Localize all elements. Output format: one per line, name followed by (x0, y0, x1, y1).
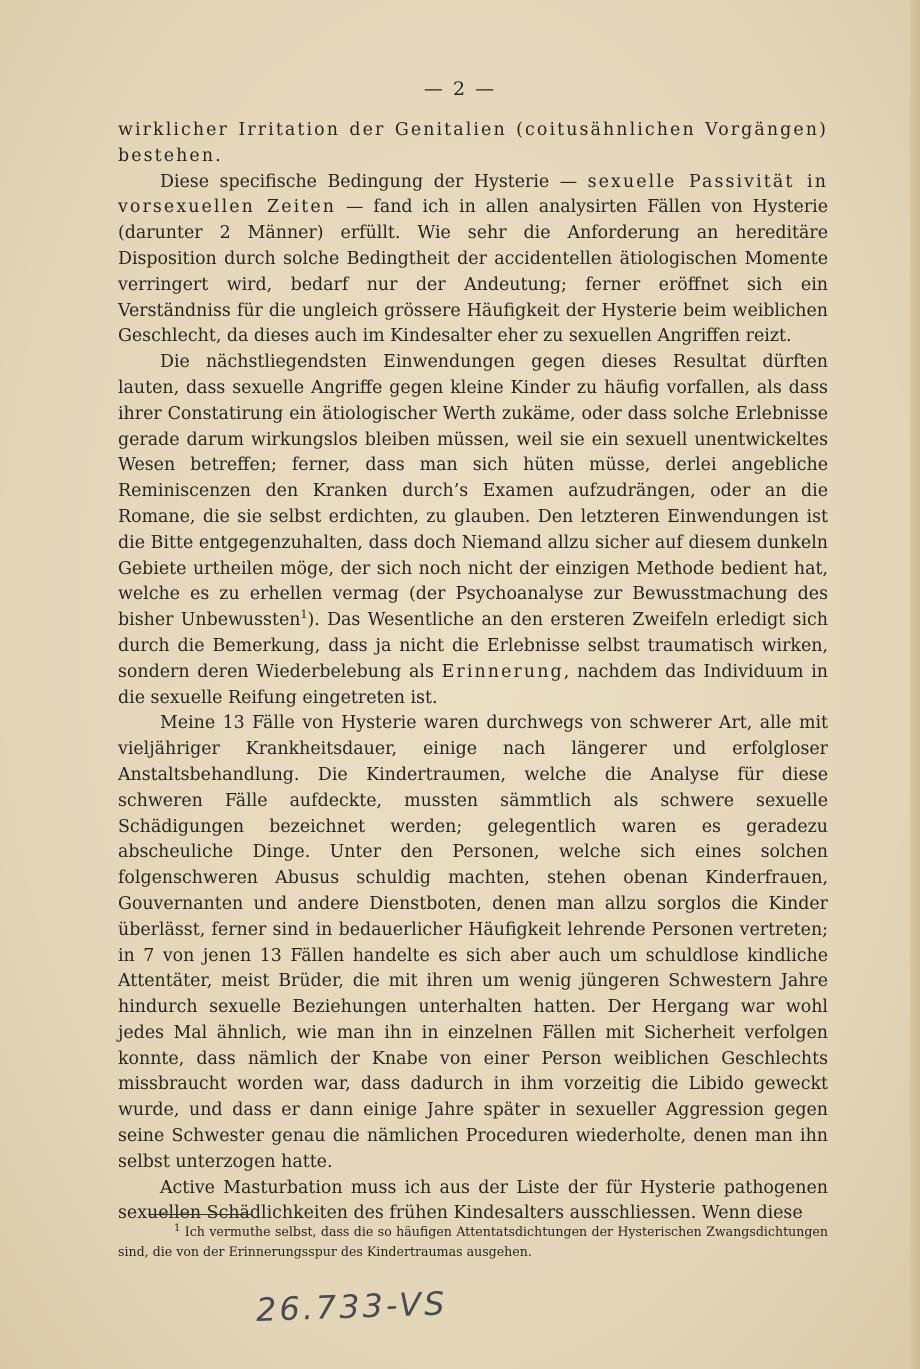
footnote-mark: 1 (174, 1222, 181, 1234)
paper-edge (910, 0, 920, 1369)
page-number: — 2 — (423, 78, 497, 100)
spaced-emphasis-text: Erinnerung (441, 661, 564, 682)
paragraph (118, 711, 828, 1175)
paragraph-text: Diese specifische Bedingung der Hysterie — (160, 171, 588, 192)
spaced-emphasis-text: sexuelle Passivität in vorsexuellen Zeiten (118, 171, 828, 218)
footnote-rule (148, 1214, 252, 1215)
paragraph-text: , nachdem das Individuum in die sexuelle Reifung eingetreten ist. (118, 661, 828, 708)
paragraph-text: Active Masturbation muss ich aus der Liste der für Hysterie pathogenen sexuellen Schädlichkeiten des frühen Kindesalters ausschliessen. Wenn diese (118, 1177, 828, 1224)
body-text (118, 118, 828, 1227)
footnote-reference: 1 (300, 608, 308, 622)
footnote-body (118, 1222, 828, 1262)
paragraph-text: — fand ich in allen analysirten Fällen von Hysterie (darunter 2 Männer) erfüllt. Wie sehr die Anforderung an hereditäre Disposition durch solche Bedingtheit der accidentellen ätiologischen Momente verringert wird, bedarf nur der Andeutung; ferner eröffnet sich ein Verständniss für die ungleich grössere Häufigkeit der Hysterie beim weiblichen Geschlecht, da dieses auch im Kindesalter eher zu sexuellen Angriffen reizt. (118, 197, 828, 347)
paragraph-text: ). Das Wesentliche an den ersteren Zweifeln erledigt sich durch die Bemerkung, dass ja nicht die Erlebnisse selbst traumatisch wirken, sondern deren Wiederbelebung als (118, 610, 828, 682)
handwritten-catalog-number: 26.733-VS (255, 1284, 448, 1329)
paragraph (118, 170, 828, 351)
paragraph-text: Meine 13 Fälle von Hysterie waren durchwegs von schwerer Art, alle mit vieljähriger Krankheitsdauer, einige nach längerer und erfolgloser Anstaltsbehandlung. Die Kindertraumen, welche die Analyse für diese schweren Fälle aufdeckte, mussten sämmtlich als schwere sexuelle Schädigungen bezeichnet werden; gelegentlich waren es geradezu abscheuliche Dinge. Unter den Personen, welche sich eines solchen folgenschweren Abusus schuldig machten, stehen obenan Kinderfrauen, Gouvernanten und andere Dienstboten, denen man allzu sorglos die Kinder überlässt, ferner sind in bedauerlicher Häufigkeit lehrende Personen vertreten; in 7 von jenen 13 Fällen handelte es sich aber auch um schuldlose kindliche Attentäter, meist Brüder, die mit ihren um wenig jüngeren Schwestern Jahre hindurch sexuelle Beziehungen unterhalten hatten. Der Hergang war wohl jedes Mal ähnlich, wie man ihn in einzelnen Fällen mit Sicherheit verfolgen konnte, dass nämlich der Knabe von einer Person weiblichen Geschlechts missbraucht worden war, dass dadurch in ihm vorzeitig die Libido geweckt wurde, und dass er dann einige Jahre später in sexueller Aggression gegen seine Schwester genau die nämlichen Proceduren wiederholte, denen man ihn selbst unterzogen hatte. (118, 713, 828, 1172)
spaced-emphasis-text: wirklicher Irritation der Genitalien (coitusähnlichen Vorgängen) bestehen. (118, 120, 828, 166)
footnote (118, 1222, 828, 1262)
paragraph-text: Die nächstliegendsten Einwendungen gegen dieses Resultat dürften lauten, dass sexuelle Angriffe gegen kleine Kinder zu häufig vorfallen, als dass ihrer Constatirung ein ätiologischer Werth zukäme, oder dass solche Erlebnisse gerade darum wirkungslos bleiben müssen, weil sie ein sexuell unentwickeltes Wesen betreffen; ferner, dass man sich hüten müsse, derlei angebliche Reminiscenzen den Kranken durch’s Examen aufzudrängen, oder an die Romane, die sie selbst erdichten, zu glauben. Den letzteren Einwendungen ist die Bitte entgegenzuhalten, dass doch Niemand allzu sicher auf diesem dunkeln Gebiete urtheilen möge, der sich noch nicht der einzigen Methode bedient hat, welche es zu erhellen vermag (der Psychoanalyse zur Bewusstmachung des bisher Unbewussten (118, 352, 828, 631)
paragraph (118, 118, 828, 170)
paragraph (118, 1176, 828, 1228)
footnote-text: Ich vermuthe selbst, dass die so häufigen Attentatsdichtungen der Hysterischen Zwangsdichtungen sind, die von der Erinnerungsspur des Kindertraumas ausgehen. (118, 1224, 828, 1259)
paragraph (118, 350, 828, 711)
